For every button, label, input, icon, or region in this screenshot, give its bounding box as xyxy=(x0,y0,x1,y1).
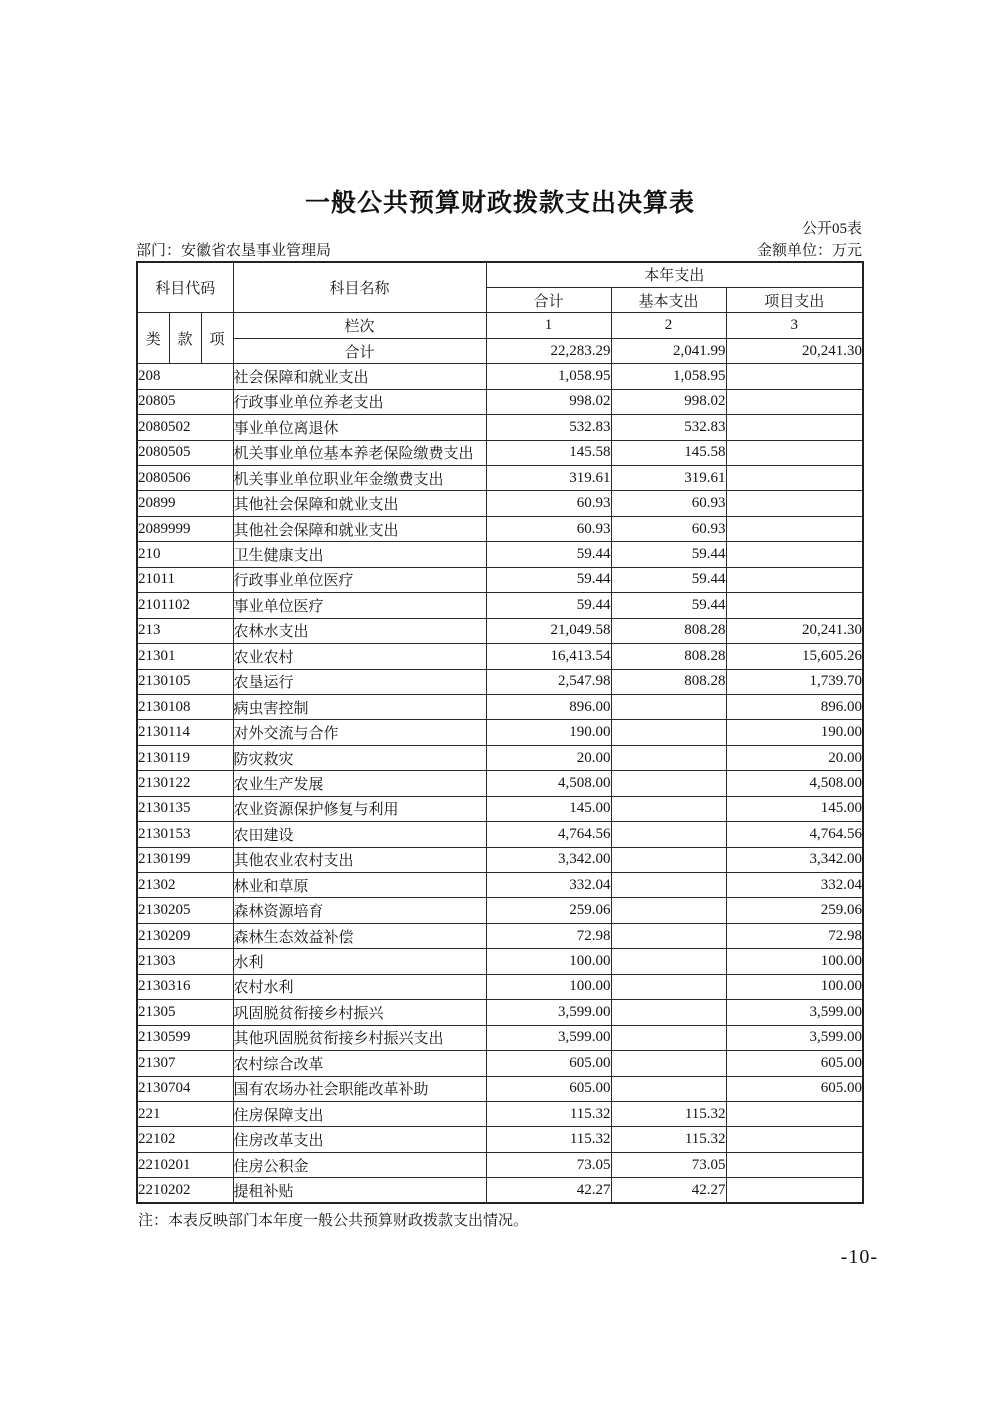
total-cell: 3,342.00 xyxy=(486,847,611,872)
subject-name-cell: 行政事业单位医疗 xyxy=(233,567,486,592)
basic-expenditure-cell xyxy=(611,694,726,719)
subject-code-cell: 2101102 xyxy=(137,593,233,618)
header-col-1: 1 xyxy=(486,313,611,338)
basic-expenditure-cell: 60.93 xyxy=(611,491,726,516)
total-cell: 605.00 xyxy=(486,1076,611,1101)
total-cell: 3,599.00 xyxy=(486,1025,611,1050)
basic-expenditure-cell: 42.27 xyxy=(611,1178,726,1203)
table-row xyxy=(137,1051,863,1076)
subject-code-cell: 210 xyxy=(137,542,233,567)
total-cell: 190.00 xyxy=(486,720,611,745)
subject-name-cell: 农垦运行 xyxy=(233,669,486,694)
subject-code-cell: 20899 xyxy=(137,491,233,516)
basic-expenditure-cell: 532.83 xyxy=(611,415,726,440)
subject-name-cell: 事业单位离退休 xyxy=(233,415,486,440)
subject-code-cell: 21303 xyxy=(137,949,233,974)
subject-name-cell: 住房公积金 xyxy=(233,1152,486,1177)
subject-name-cell: 其他社会保障和就业支出 xyxy=(233,516,486,541)
project-expenditure-cell: 1,739.70 xyxy=(726,669,863,694)
basic-expenditure-cell: 59.44 xyxy=(611,593,726,618)
table-row xyxy=(137,593,863,618)
project-expenditure-cell: 259.06 xyxy=(726,898,863,923)
basic-expenditure-cell: 998.02 xyxy=(611,389,726,414)
subject-code-cell: 21011 xyxy=(137,567,233,592)
table-row xyxy=(137,796,863,821)
table-row xyxy=(137,771,863,796)
header-item-col: 项 xyxy=(201,313,233,364)
project-expenditure-cell: 15,605.26 xyxy=(726,644,863,669)
subject-name-cell: 农田建设 xyxy=(233,822,486,847)
project-expenditure-cell xyxy=(726,542,863,567)
project-expenditure-cell: 20.00 xyxy=(726,745,863,770)
table-row xyxy=(137,440,863,465)
total-cell: 145.00 xyxy=(486,796,611,821)
subject-code-cell: 208 xyxy=(137,364,233,389)
header-col-2: 2 xyxy=(611,313,726,338)
table-row xyxy=(137,644,863,669)
subject-code-cell: 21305 xyxy=(137,1000,233,1025)
project-expenditure-cell: 332.04 xyxy=(726,873,863,898)
total-cell: 42.27 xyxy=(486,1178,611,1203)
table-row xyxy=(137,516,863,541)
project-expenditure-cell: 605.00 xyxy=(726,1051,863,1076)
project-expenditure-cell xyxy=(726,466,863,491)
header-row-3 xyxy=(137,313,863,338)
total-cell: 100.00 xyxy=(486,949,611,974)
table-row xyxy=(137,1178,863,1203)
basic-expenditure-cell xyxy=(611,898,726,923)
table-row xyxy=(137,1152,863,1177)
table-row xyxy=(137,974,863,999)
total-cell: 4,508.00 xyxy=(486,771,611,796)
total-cell: 998.02 xyxy=(486,389,611,414)
table-row xyxy=(137,847,863,872)
total-cell: 100.00 xyxy=(486,974,611,999)
project-expenditure-cell xyxy=(726,415,863,440)
basic-expenditure-cell: 145.58 xyxy=(611,440,726,465)
subject-name-cell: 农业农村 xyxy=(233,644,486,669)
total-cell: 60.93 xyxy=(486,516,611,541)
project-expenditure-cell xyxy=(726,1101,863,1126)
basic-expenditure-cell: 319.61 xyxy=(611,466,726,491)
header-row-1 xyxy=(137,262,863,287)
page-title: 一般公共预算财政拨款支出决算表 xyxy=(304,189,695,217)
project-expenditure-cell: 190.00 xyxy=(726,720,863,745)
basic-expenditure-cell xyxy=(611,974,726,999)
basic-expenditure-cell xyxy=(611,796,726,821)
table-row xyxy=(137,389,863,414)
basic-expenditure-cell xyxy=(611,923,726,948)
subject-name-cell: 防灾救灾 xyxy=(233,745,486,770)
subject-name-cell: 其他巩固脱贫衔接乡村振兴支出 xyxy=(233,1025,486,1050)
project-expenditure-cell xyxy=(726,1152,863,1177)
subject-name-cell: 住房保障支出 xyxy=(233,1101,486,1126)
basic-expenditure-cell: 73.05 xyxy=(611,1152,726,1177)
subject-code-cell: 2130105 xyxy=(137,669,233,694)
basic-expenditure-cell: 59.44 xyxy=(611,567,726,592)
basic-expenditure-cell xyxy=(611,720,726,745)
basic-expenditure-cell xyxy=(611,873,726,898)
unit-label: 金额单位：万元 xyxy=(756,243,862,259)
header-column-index-label: 栏次 xyxy=(233,313,486,338)
table-row xyxy=(137,1076,863,1101)
grand-total-label: 合计 xyxy=(233,338,486,363)
table-row xyxy=(137,364,863,389)
total-cell: 59.44 xyxy=(486,593,611,618)
project-expenditure-cell xyxy=(726,491,863,516)
basic-expenditure-cell xyxy=(611,1051,726,1076)
basic-expenditure-cell xyxy=(611,847,726,872)
subject-name-cell: 提租补贴 xyxy=(233,1178,486,1203)
header-subject-name: 科目名称 xyxy=(233,262,486,313)
grand-total-basic: 2,041.99 xyxy=(611,338,726,363)
total-cell: 896.00 xyxy=(486,694,611,719)
project-expenditure-cell: 896.00 xyxy=(726,694,863,719)
page-number: -10- xyxy=(840,1246,878,1268)
subject-code-cell: 2080502 xyxy=(137,415,233,440)
subject-code-cell: 2130316 xyxy=(137,974,233,999)
subject-code-cell: 2130205 xyxy=(137,898,233,923)
header-subject-code: 科目代码 xyxy=(137,262,233,313)
project-expenditure-cell: 3,599.00 xyxy=(726,1025,863,1050)
subject-code-cell: 2130135 xyxy=(137,796,233,821)
subject-name-cell: 农业生产发展 xyxy=(233,771,486,796)
subject-name-cell: 森林资源培育 xyxy=(233,898,486,923)
subject-name-cell: 农林水支出 xyxy=(233,618,486,643)
table-row xyxy=(137,949,863,974)
subject-code-cell: 2130599 xyxy=(137,1025,233,1050)
project-expenditure-cell: 145.00 xyxy=(726,796,863,821)
table-row xyxy=(137,1101,863,1126)
basic-expenditure-cell xyxy=(611,1025,726,1050)
table-row xyxy=(137,1025,863,1050)
basic-expenditure-cell: 115.32 xyxy=(611,1101,726,1126)
total-cell: 115.32 xyxy=(486,1127,611,1152)
basic-expenditure-cell xyxy=(611,1076,726,1101)
total-cell: 73.05 xyxy=(486,1152,611,1177)
total-cell: 21,049.58 xyxy=(486,618,611,643)
subject-code-cell: 2130199 xyxy=(137,847,233,872)
total-cell: 319.61 xyxy=(486,466,611,491)
basic-expenditure-cell: 808.28 xyxy=(611,644,726,669)
subject-name-cell: 机关事业单位职业年金缴费支出 xyxy=(233,466,486,491)
subject-code-cell: 2130209 xyxy=(137,923,233,948)
table-row xyxy=(137,669,863,694)
subject-name-cell: 森林生态效益补偿 xyxy=(233,923,486,948)
subject-code-cell: 2130153 xyxy=(137,822,233,847)
subject-name-cell: 其他农业农村支出 xyxy=(233,847,486,872)
basic-expenditure-cell: 1,058.95 xyxy=(611,364,726,389)
total-cell: 59.44 xyxy=(486,567,611,592)
subject-code-cell: 2130122 xyxy=(137,771,233,796)
department-label: 部门：安徽省农垦事业管理局 xyxy=(136,243,332,259)
subject-name-cell: 农村综合改革 xyxy=(233,1051,486,1076)
subject-code-cell: 2210202 xyxy=(137,1178,233,1203)
total-cell: 145.58 xyxy=(486,440,611,465)
subject-name-cell: 国有农场办社会职能改革补助 xyxy=(233,1076,486,1101)
subject-name-cell: 住房改革支出 xyxy=(233,1127,486,1152)
basic-expenditure-cell: 808.28 xyxy=(611,618,726,643)
project-expenditure-cell: 20,241.30 xyxy=(726,618,863,643)
total-cell: 3,599.00 xyxy=(486,1000,611,1025)
total-cell: 532.83 xyxy=(486,415,611,440)
subject-name-cell: 卫生健康支出 xyxy=(233,542,486,567)
total-cell: 332.04 xyxy=(486,873,611,898)
basic-expenditure-cell xyxy=(611,771,726,796)
total-cell: 1,058.95 xyxy=(486,364,611,389)
project-expenditure-cell: 4,764.56 xyxy=(726,822,863,847)
total-cell: 259.06 xyxy=(486,898,611,923)
project-expenditure-cell: 100.00 xyxy=(726,974,863,999)
subject-code-cell: 21301 xyxy=(137,644,233,669)
basic-expenditure-cell: 808.28 xyxy=(611,669,726,694)
table-row xyxy=(137,898,863,923)
subject-code-cell: 2210201 xyxy=(137,1152,233,1177)
table-row xyxy=(137,567,863,592)
table-row xyxy=(137,720,863,745)
table-row xyxy=(137,923,863,948)
basic-expenditure-cell: 60.93 xyxy=(611,516,726,541)
basic-expenditure-cell xyxy=(611,949,726,974)
table-row xyxy=(137,694,863,719)
subject-code-cell: 2089999 xyxy=(137,516,233,541)
subject-name-cell: 事业单位医疗 xyxy=(233,593,486,618)
total-cell: 20.00 xyxy=(486,745,611,770)
header-total: 合计 xyxy=(486,287,611,312)
project-expenditure-cell: 4,508.00 xyxy=(726,771,863,796)
subject-code-cell: 2130114 xyxy=(137,720,233,745)
table-row xyxy=(137,491,863,516)
total-cell: 16,413.54 xyxy=(486,644,611,669)
project-expenditure-cell xyxy=(726,364,863,389)
table-row xyxy=(137,822,863,847)
project-expenditure-cell xyxy=(726,567,863,592)
subject-code-cell: 21302 xyxy=(137,873,233,898)
project-expenditure-cell: 605.00 xyxy=(726,1076,863,1101)
subject-code-cell: 221 xyxy=(137,1101,233,1126)
subject-code-cell: 22102 xyxy=(137,1127,233,1152)
basic-expenditure-cell: 59.44 xyxy=(611,542,726,567)
table-row xyxy=(137,1000,863,1025)
table-header xyxy=(137,262,863,364)
form-code: 公开05表 xyxy=(801,221,862,237)
table-body xyxy=(137,364,863,1203)
subject-code-cell: 2130119 xyxy=(137,745,233,770)
project-expenditure-cell xyxy=(726,593,863,618)
project-expenditure-cell: 100.00 xyxy=(726,949,863,974)
basic-expenditure-cell xyxy=(611,745,726,770)
meta-row xyxy=(136,239,862,260)
total-cell: 605.00 xyxy=(486,1051,611,1076)
subject-name-cell: 行政事业单位养老支出 xyxy=(233,389,486,414)
subject-code-cell: 2130108 xyxy=(137,694,233,719)
project-expenditure-cell xyxy=(726,389,863,414)
table-row xyxy=(137,466,863,491)
footnote: 注：本表反映部门本年度一般公共预算财政拨款支出情况。 xyxy=(138,1213,529,1229)
subject-name-cell: 对外交流与合作 xyxy=(233,720,486,745)
grand-total-row xyxy=(137,338,863,363)
project-expenditure-cell xyxy=(726,440,863,465)
project-expenditure-cell xyxy=(726,516,863,541)
table-row xyxy=(137,618,863,643)
subject-code-cell: 2130704 xyxy=(137,1076,233,1101)
total-cell: 4,764.56 xyxy=(486,822,611,847)
subject-name-cell: 机关事业单位基本养老保险缴费支出 xyxy=(233,440,486,465)
grand-total-project: 20,241.30 xyxy=(726,338,863,363)
header-section-col: 款 xyxy=(169,313,201,364)
subject-code-cell: 20805 xyxy=(137,389,233,414)
subject-code-cell: 213 xyxy=(137,618,233,643)
subject-name-cell: 社会保障和就业支出 xyxy=(233,364,486,389)
basic-expenditure-cell: 115.32 xyxy=(611,1127,726,1152)
project-expenditure-cell: 3,342.00 xyxy=(726,847,863,872)
subject-name-cell: 其他社会保障和就业支出 xyxy=(233,491,486,516)
grand-total-total: 22,283.29 xyxy=(486,338,611,363)
subject-code-cell: 2080506 xyxy=(137,466,233,491)
header-basic-expenditure: 基本支出 xyxy=(611,287,726,312)
project-expenditure-cell xyxy=(726,1127,863,1152)
project-expenditure-cell xyxy=(726,1178,863,1203)
subject-name-cell: 农业资源保护修复与利用 xyxy=(233,796,486,821)
total-cell: 60.93 xyxy=(486,491,611,516)
table-row xyxy=(137,542,863,567)
subject-name-cell: 水利 xyxy=(233,949,486,974)
total-cell: 72.98 xyxy=(486,923,611,948)
header-col-3: 3 xyxy=(726,313,863,338)
total-cell: 59.44 xyxy=(486,542,611,567)
table-row xyxy=(137,415,863,440)
subject-code-cell: 21307 xyxy=(137,1051,233,1076)
header-class-col: 类 xyxy=(137,313,169,364)
total-cell: 115.32 xyxy=(486,1101,611,1126)
header-project-expenditure: 项目支出 xyxy=(726,287,863,312)
subject-name-cell: 林业和草原 xyxy=(233,873,486,898)
table-row xyxy=(137,1127,863,1152)
subject-name-cell: 巩固脱贫衔接乡村振兴 xyxy=(233,1000,486,1025)
basic-expenditure-cell xyxy=(611,822,726,847)
budget-table xyxy=(136,261,864,1204)
table-row xyxy=(137,745,863,770)
header-current-year-expenditure: 本年支出 xyxy=(486,262,863,287)
subject-name-cell: 病虫害控制 xyxy=(233,694,486,719)
project-expenditure-cell: 3,599.00 xyxy=(726,1000,863,1025)
table-row xyxy=(137,873,863,898)
project-expenditure-cell: 72.98 xyxy=(726,923,863,948)
subject-name-cell: 农村水利 xyxy=(233,974,486,999)
subject-code-cell: 2080505 xyxy=(137,440,233,465)
basic-expenditure-cell xyxy=(611,1000,726,1025)
total-cell: 2,547.98 xyxy=(486,669,611,694)
